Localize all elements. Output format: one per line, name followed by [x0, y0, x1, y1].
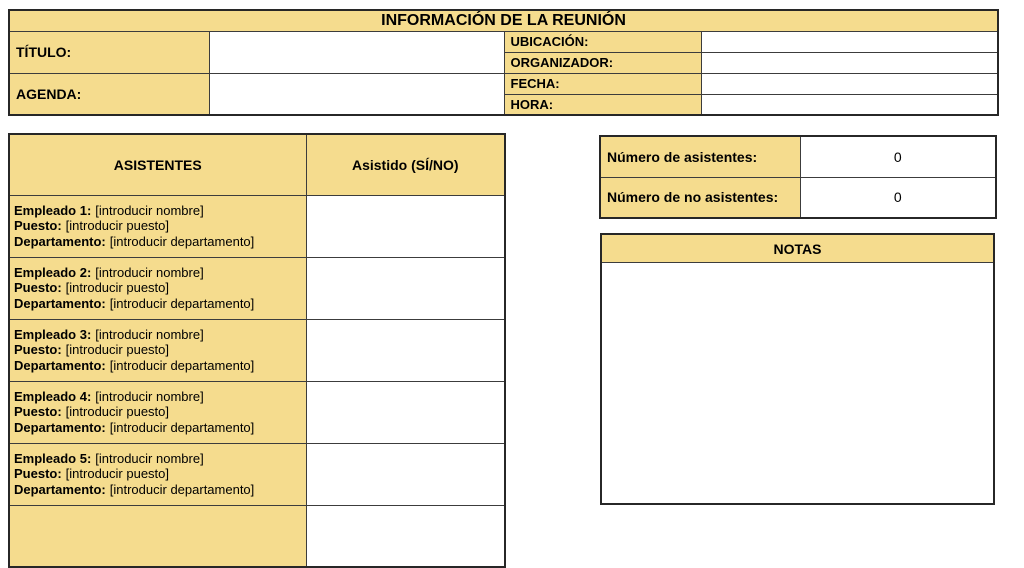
agenda-label: AGENDA: — [9, 73, 209, 115]
attendee-name-line: Empleado 1: [introducir nombre] — [14, 202, 204, 218]
attendee-info-cell[interactable] — [9, 381, 306, 443]
attended-value-cell[interactable] — [306, 381, 505, 443]
table-row — [9, 443, 505, 505]
fecha-label: FECHA: — [504, 73, 701, 94]
attendee-name-line: Empleado 2: [introducir nombre] — [14, 264, 204, 280]
attended-header: Asistido (SÍ/NO) — [306, 134, 505, 195]
attendee-count-value[interactable]: 0 — [800, 136, 996, 177]
meeting-info-table — [8, 9, 999, 116]
table-row — [9, 381, 505, 443]
attendee-name-line: Empleado 3: [introducir nombre] — [14, 326, 204, 342]
attended-value-cell[interactable] — [306, 195, 505, 257]
attendee-info-cell[interactable] — [9, 257, 306, 319]
attendee-dept-line: Departamento: [introducir departamento] — [14, 419, 255, 435]
attended-value-cell[interactable] — [306, 257, 505, 319]
hora-label: HORA: — [504, 94, 701, 115]
hora-value-cell[interactable] — [701, 94, 998, 115]
table-row — [600, 177, 996, 218]
attendee-info-cell[interactable] — [9, 195, 306, 257]
attendee-dept-line: Departamento: [introducir departamento] — [14, 357, 255, 373]
ubicacion-value-cell[interactable] — [701, 31, 998, 52]
notes-body[interactable] — [602, 263, 993, 503]
non-attendee-count-value[interactable]: 0 — [800, 177, 996, 218]
attendee-info-cell[interactable] — [9, 505, 306, 567]
attendee-info-cell[interactable] — [9, 319, 306, 381]
attendee-dept-line: Departamento: [introducir departamento] — [14, 481, 255, 497]
attendee-dept-line: Departamento: [introducir departamento] — [14, 233, 255, 249]
titulo-value-cell[interactable] — [209, 31, 504, 73]
attended-value-cell[interactable] — [306, 443, 505, 505]
attendee-name-line — [14, 528, 302, 544]
attendee-dept-line: Departamento: [introducir departamento] — [14, 295, 255, 311]
notes-panel — [600, 233, 995, 505]
ubicacion-label: UBICACIÓN: — [504, 31, 701, 52]
attendees-header: ASISTENTES — [9, 134, 306, 195]
attendee-count-label: Número de asistentes: — [600, 136, 800, 177]
attendee-role-line: Puesto: [introducir puesto] — [14, 218, 170, 234]
meeting-info-title: INFORMACIÓN DE LA REUNIÓN — [9, 10, 998, 31]
titulo-label: TÍTULO: — [9, 31, 209, 73]
table-row — [9, 505, 505, 567]
agenda-value-cell[interactable] — [209, 73, 504, 115]
attendee-info-cell[interactable] — [9, 443, 306, 505]
attended-value-cell[interactable] — [306, 505, 505, 567]
summary-table — [599, 135, 997, 219]
organizador-value-cell[interactable] — [701, 52, 998, 73]
attendee-role-line: Puesto: [introducir puesto] — [14, 280, 170, 296]
table-row — [9, 257, 505, 319]
attendee-name-line: Empleado 5: [introducir nombre] — [14, 450, 204, 466]
table-row — [9, 195, 505, 257]
attendee-role-line: Puesto: [introducir puesto] — [14, 342, 170, 358]
attendees-table — [8, 133, 506, 568]
attendee-name-line: Empleado 4: [introducir nombre] — [14, 388, 204, 404]
table-row — [9, 319, 505, 381]
attended-value-cell[interactable] — [306, 319, 505, 381]
table-row — [600, 136, 996, 177]
fecha-value-cell[interactable] — [701, 73, 998, 94]
notes-header: NOTAS — [602, 235, 993, 263]
non-attendee-count-label: Número de no asistentes: — [600, 177, 800, 218]
attendee-role-line: Puesto: [introducir puesto] — [14, 466, 170, 482]
attendee-role-line: Puesto: [introducir puesto] — [14, 404, 170, 420]
organizador-label: ORGANIZADOR: — [504, 52, 701, 73]
